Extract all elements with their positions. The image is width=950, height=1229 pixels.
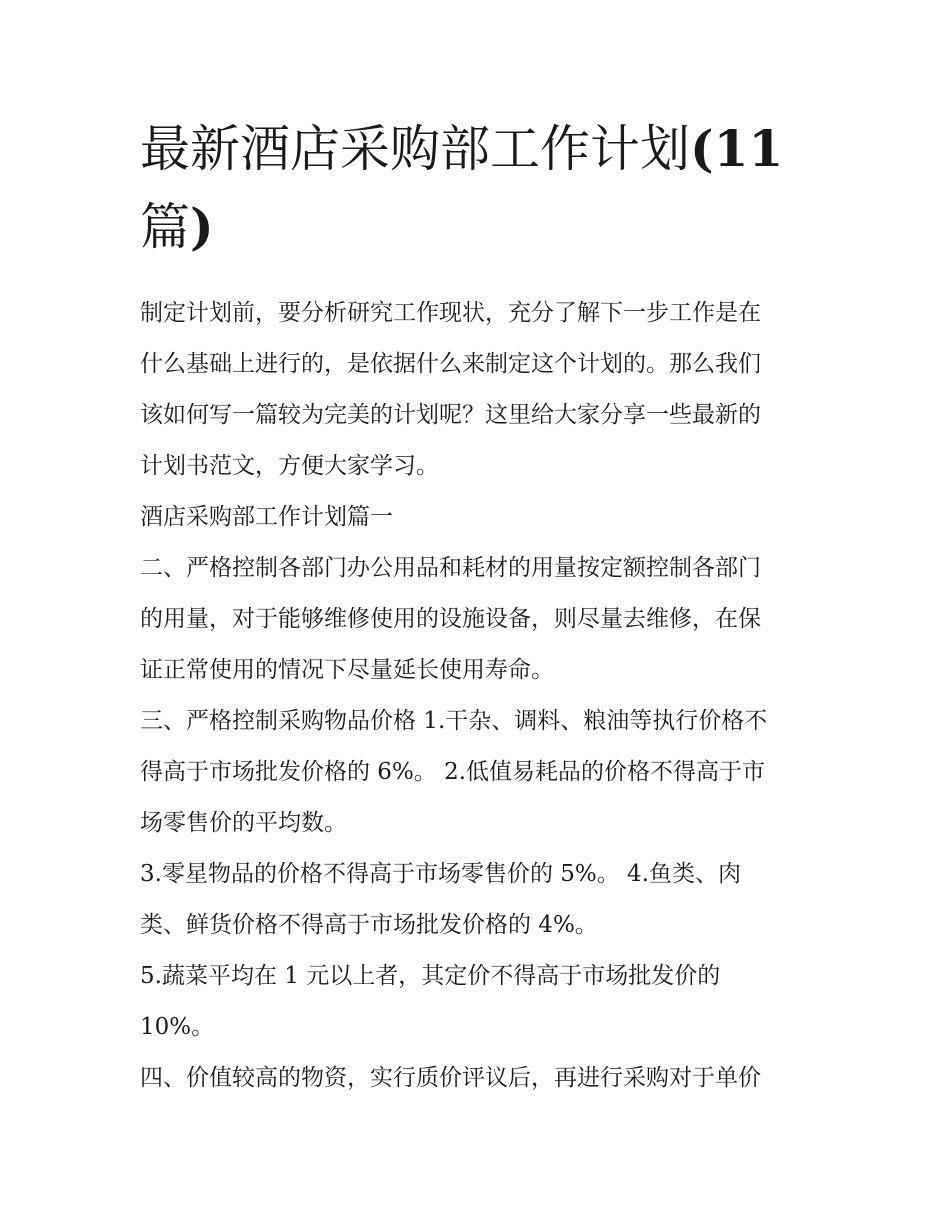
document-title <box>140 110 820 266</box>
text-line: 场零售价的平均数。 <box>140 810 347 836</box>
text-line: 类、鲜货价格不得高于市场批发价格的 4%。 <box>140 912 598 938</box>
title-line-2 <box>140 188 820 266</box>
text-line: 二、严格控制各部门办公用品和耗材的用量按定额控制各部门 <box>140 555 761 581</box>
paragraph-item-2 <box>140 543 820 696</box>
document-body <box>140 288 820 1104</box>
paragraph-item-3 <box>140 696 820 849</box>
text-line: 3.零星物品的价格不得高于市场零售价的 5%。 4.鱼类、肉 <box>140 861 741 887</box>
title-line-1-number: (11 <box>690 119 784 178</box>
text-line: 制定计划前，要分析研究工作现状，充分了解下一步工作是在 <box>140 300 761 326</box>
text-line: 什么基础上进行的，是依据什么来制定这个计划的。那么我们 <box>140 351 761 377</box>
text-line: 酒店采购部工作计划篇一 <box>140 504 393 530</box>
paragraph-item-5 <box>140 951 820 1053</box>
text-line: 三、严格控制采购物品价格 1.干杂、调料、粮油等执行价格不 <box>140 708 768 734</box>
title-line-1-text: 最新酒店采购部工作计划 <box>140 120 690 178</box>
title-line-1 <box>140 110 820 188</box>
title-line-2-paren: ) <box>190 197 214 256</box>
text-line: 四、价值较高的物资，实行质价评议后，再进行采购对于单价 <box>140 1065 761 1091</box>
section-heading <box>140 492 820 543</box>
paragraph-item-3-4 <box>140 849 820 951</box>
text-line: 证正常使用的情况下尽量延长使用寿命。 <box>140 657 554 683</box>
paragraph-item-4 <box>140 1053 820 1104</box>
text-line: 该如何写一篇较为完美的计划呢？这里给大家分享一些最新的 <box>140 402 761 428</box>
title-line-2-text: 篇 <box>140 198 190 256</box>
text-line: 得高于市场批发价格的 6%。 2.低值易耗品的价格不得高于市 <box>140 759 766 785</box>
document-content <box>140 110 820 1104</box>
text-line: 5.蔬菜平均在 1 元以上者，其定价不得高于市场批发价的 <box>140 963 721 989</box>
text-line: 的用量，对于能够维修使用的设施设备，则尽量去维修，在保 <box>140 606 761 632</box>
paragraph-intro <box>140 288 820 492</box>
text-line: 计划书范文，方便大家学习。 <box>140 453 439 479</box>
text-line: 10%。 <box>140 1014 215 1040</box>
